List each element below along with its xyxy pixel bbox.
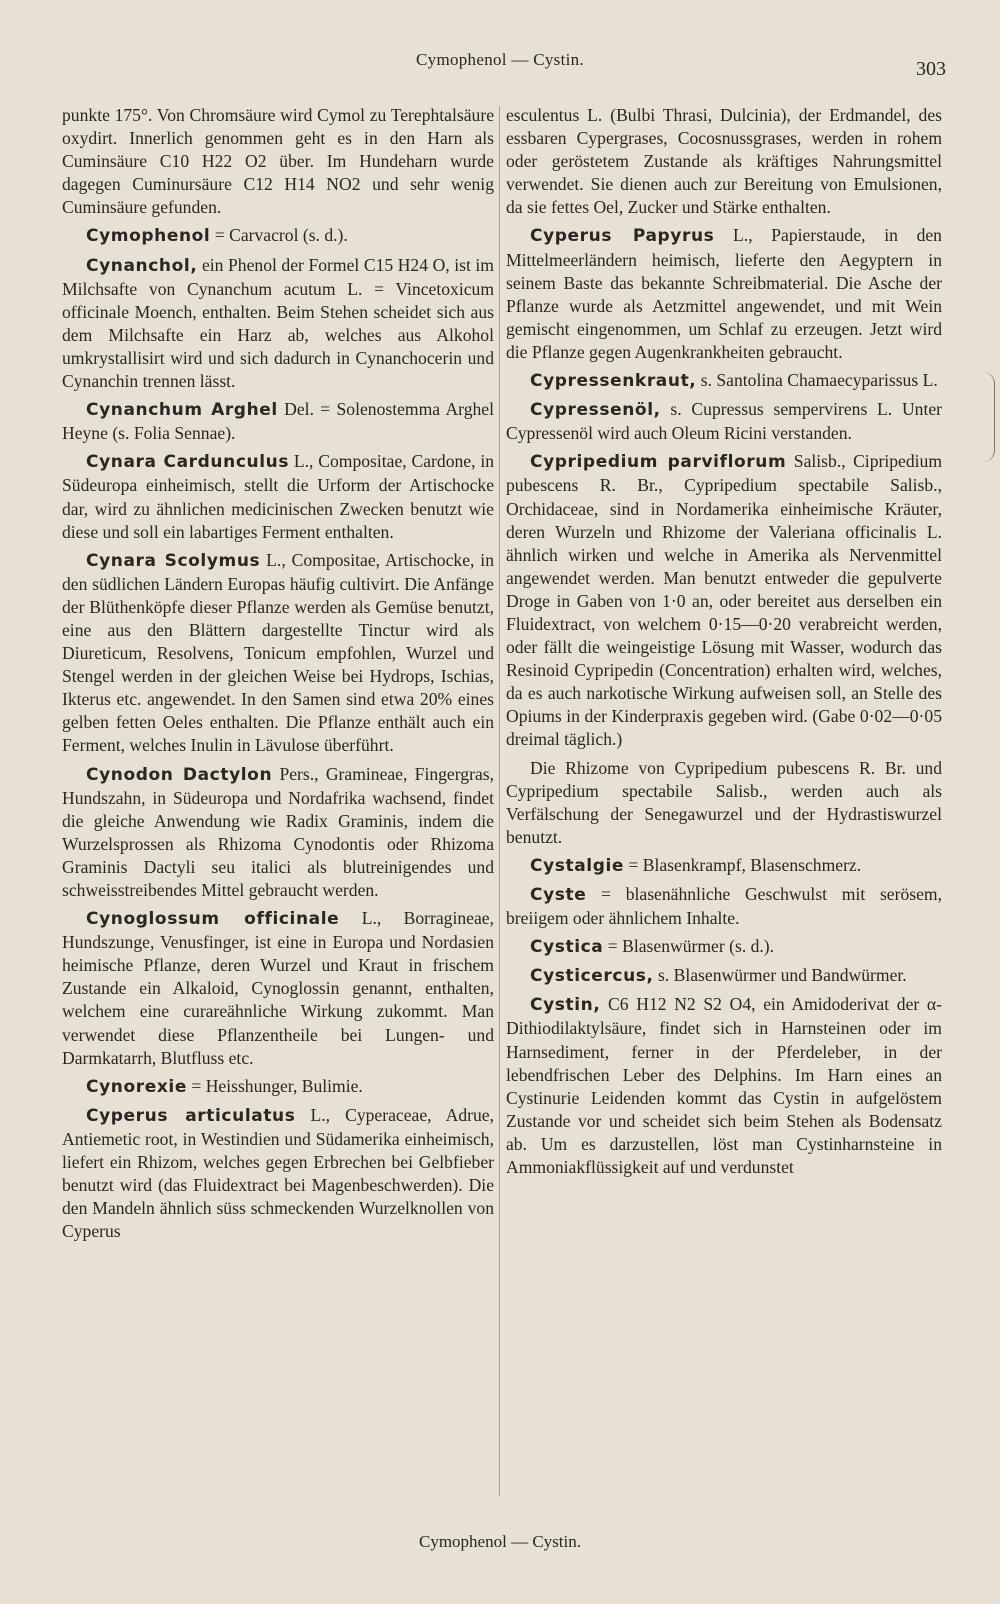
dictionary-entry: [506, 964, 942, 988]
margin-brace-mark: [980, 372, 995, 462]
entry-headword: Cynara Cardunculus: [86, 452, 290, 473]
entry-headword: Cypressenöl,: [530, 400, 661, 421]
dictionary-entry: [506, 450, 942, 751]
dictionary-entry: [62, 907, 494, 1070]
dictionary-entry: [506, 935, 942, 959]
entry-text: = blasenähnliche Geschwulst mit serösem, breiigem oder ähnlichem Inhalte.: [506, 884, 942, 929]
entry-text: L., Cyperaceae, Adrue, Antiemetic root, in Westindien und Südamerika einheimisch, liefert ein Rhizom, welches gegen Erbrechen bei Gelbfieber benutzt wird (das Fluidextract bei Magenbeschwerden). Die den Mandeln ähnlich süss schmeckenden Wurzelknollen von Cyperus: [62, 1104, 494, 1242]
entry-headword: Cynorexie: [86, 1076, 187, 1097]
dictionary-entry: [506, 369, 942, 393]
dictionary-entry: [62, 398, 494, 445]
entry-text: Pers., Gramineae, Fingergras, Hundszahn, in Südeuropa und Nordafrika wachsend, findet die gleiche Anwendung wie Radix Graminis, indem die Wurzelsprossen als Rhizoma Cynodontis oder Rhizoma Graminis Dactyli seu italici als blutreinigendes und schweisstreibendes Mittel gebraucht werden.: [62, 763, 494, 900]
entry-headword: Cymophenol: [86, 226, 211, 247]
entry-text: punkte 175°. Von Chromsäure wird Cymol zu Terephtalsäure oxydirt. Innerlich genommen geht es in den Harn als Cuminsäure C10 H22 O2 über. Im Hundeharn wurde dagegen Cuminursäure C12 H14 NO2 und sehr wenig Cuminsäure gefunden.: [62, 105, 494, 218]
right-column: [506, 104, 942, 1184]
entry-text: ein Phenol der Formel C15 H24 O, ist im Milchsafte von Cynanchum acutum L. = Vincetoxicum officinale Moench, enthalten. Beim Stehen scheidet sich aus dem Milchsafte ein Harz ab, welches aus Alkohol umkrystallisirt wird und sich dadurch in Cynanchocerin und Cynanchin trennen lässt.: [62, 254, 494, 392]
entry-headword: Cystica: [530, 937, 604, 958]
entry-text: = Blasenkrampf, Blasenschmerz.: [624, 854, 862, 875]
entry-text: = Carvacrol (s. d.).: [210, 225, 348, 246]
entry-text: = Heisshunger, Bulimie.: [186, 1075, 363, 1096]
dictionary-entry: [62, 1075, 494, 1099]
entry-headword: Cyperus Papyrus: [530, 226, 715, 247]
page-footer: Cymophenol — Cystin.: [419, 1532, 581, 1551]
entry-headword: Cynara Scolymus: [86, 550, 261, 571]
entry-text: Del. = Solenostemma Arghel Heyne (s. Folia Sennae).: [62, 399, 494, 444]
entry-headword: Cysticercus,: [530, 966, 654, 987]
running-head: Cymophenol — Cystin.: [416, 50, 584, 69]
entry-headword: Cystin,: [530, 995, 601, 1016]
dictionary-entry: [506, 854, 942, 878]
entry-text: = Blasenwürmer (s. d.).: [603, 936, 775, 957]
entry-text: L., Compositae, Cardone, in Südeuropa einheimisch, stellt die Urform der Artischocke dar, wird zu ähnlichen medicinischen Zwecken benutzt wie diese und soll ein labartiges Ferment enthalten.: [62, 451, 494, 542]
column-divider: [499, 106, 500, 1496]
dictionary-entry: [62, 104, 494, 219]
entry-text: L., Borragineae, Hundszunge, Venusfinger, ist eine in Europa und Nordasien heimische Pflanze, deren Wurzel und Kraut in frischem Zustande ein Alkaloid, Cynoglossin genannt, enthalten, welchem eine curareähnliche Wirkung zukommt. Man verwendet diese Pflanzentheile bei Lungen- und Darmkatarrh, Blutfluss etc.: [62, 908, 494, 1068]
entry-headword: Cynanchum Arghel: [86, 400, 278, 421]
entry-text: L., Papierstaude, in den Mittelmeerländern heimisch, lieferte den Aegyptern in seinem Baste das bekannte Schreibmaterial. Die Asche der Pflanze wurde als Aetzmittel angewendet, und mit Wein gemischt eingenommen, um Schlaf zu erzeugen. Jetzt wird die Pflanze gegen Augenkrankheiten gebraucht.: [506, 225, 942, 362]
entry-headword: Cypripedium parviflorum: [530, 452, 787, 473]
dictionary-entry: [506, 398, 942, 445]
entry-text: Die Rhizome von Cypripedium pubescens R. Br. und Cypripedium spectabile Salisb., werden auch als Verfälschung der Senegawurzel und der Hydrastiswurzel benutzt.: [506, 757, 942, 847]
entry-headword: Cyperus articulatus: [86, 1105, 296, 1126]
entry-text: L., Compositae, Artischocke, in den südlichen Ländern Europas häufig cultivirt. Die Anfänge der Blüthenköpfe dieser Pflanze werden als Gemüse benutzt, eine aus den Blättern dargestellte Tinctur wird als Diureticum, Resolvens, Tonicum empfohlen, Wurzel und Stengel werden in der gleichen Weise bei Hydrops, Ischias, Ikterus etc. angewendet. In den Samen sind etwa 20% eines gelben fetten Oeles enthalten. Die Pflanze enthält auch ein Ferment, welches Inulin in Lävulose überführt.: [62, 549, 494, 756]
entry-headword: Cynoglossum officinale: [86, 909, 340, 930]
dictionary-entry: [506, 224, 942, 364]
entry-text: s. Santolina Chamaecyparissus L.: [696, 370, 938, 391]
dictionary-entry: [506, 757, 942, 849]
entry-text: C6 H12 N2 S2 O4, ein Amidoderivat der α-Dithiodilaktylsäure, findet sich in Harnsteinen oder im Harnsediment, ferner in der Pferdeleber, in der lebendfrischen Leber des Delphins. Im Harn eines an Cystinurie Leidenden kommt das Cystin in aufgelöstem Zustande vor und scheidet sich beim Stehen als Bodensatz ab. Um es darzustellen, löst man Cystinharnsteine in Ammoniakflüssigkeit auf und verdunstet: [506, 994, 942, 1178]
dictionary-entry: [506, 883, 942, 930]
entry-text: s. Blasenwürmer und Bandwürmer.: [653, 965, 907, 986]
entry-text: Salisb., Cipripedium pubescens R. Br., Cypripedium spectabile Salisb., Orchidaceae, sind in Nordamerika einheimische Kräuter, deren Wurzeln und Rhizome der Valeriana officinalis L. ähnlich wirken und welche in Amerika als Nervenmittel angewendet werden. Man benutzt entweder die gepulverte Droge in Gaben von 1·0 an, oder bereitet aus derselben ein Fluidextract, von welchem 0·15—0·20 verabreicht werden, oder fällt die weingeistige Lösung mit Wasser, wodurch das Resinoid Cypripedin (Concentration) erhalten wird, welches, da es auch narkotische Wirkung aufweisen soll, an Stelle des Opiums in der Kinderpraxis gegeben wird. (Gabe 0·02—0·05 dreimal täglich.): [506, 451, 943, 750]
entry-text: esculentus L. (Bulbi Thrasi, Dulcinia), der Erdmandel, des essbaren Cypergrases, Cocosnussgrases, werden in rohem oder geröstetem Zustande als kräftiges Nahrungsmittel verwendet. Sie dienen auch zur Bereitung von Emulsionen, da sie fettes Oel, Zucker und Stärke enthalten.: [506, 105, 942, 218]
dictionary-entry: [62, 224, 494, 248]
page-number: 303: [916, 58, 946, 80]
entry-headword: Cynodon Dactylon: [86, 764, 273, 785]
entry-headword: Cystalgie: [530, 855, 625, 876]
dictionary-entry: [62, 450, 494, 543]
entry-text: s. Cupressus sempervirens L. Unter Cypressenöl wird auch Oleum Ricini verstanden.: [506, 399, 942, 444]
dictionary-entry: [62, 254, 494, 394]
dictionary-entry: [506, 104, 942, 219]
entry-headword: Cynanchol,: [86, 255, 198, 276]
entry-headword: Cypressenkraut,: [530, 371, 697, 392]
dictionary-entry: [62, 1104, 494, 1244]
dictionary-entry: [62, 549, 494, 758]
dictionary-entry: [62, 763, 494, 903]
entry-headword: Cyste: [530, 885, 587, 905]
dictionary-entry: [506, 993, 942, 1179]
left-column: [62, 104, 494, 1248]
